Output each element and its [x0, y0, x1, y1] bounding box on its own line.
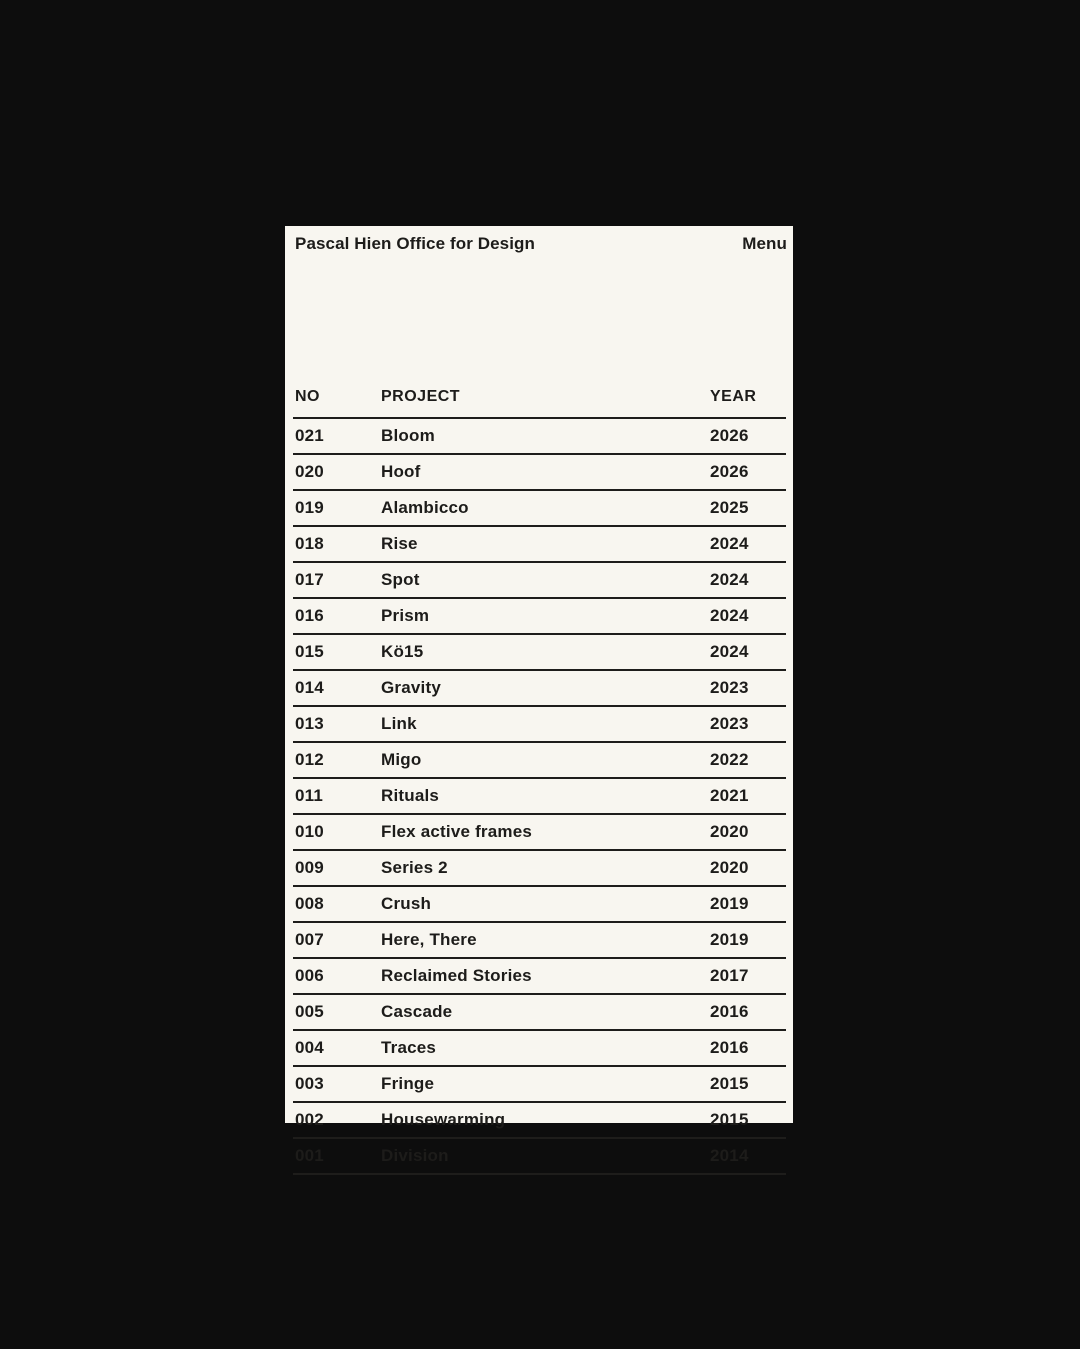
- row-no: 020: [295, 462, 324, 481]
- row-project: Division: [381, 1146, 449, 1165]
- row-project: Housewarming: [381, 1110, 506, 1129]
- row-no: 003: [295, 1074, 324, 1093]
- table-row[interactable]: [293, 527, 786, 563]
- row-project: Reclaimed Stories: [381, 966, 532, 985]
- row-no: 008: [295, 894, 324, 913]
- row-no: 007: [295, 930, 324, 949]
- table-row[interactable]: [293, 779, 786, 815]
- row-project: Cascade: [381, 1002, 453, 1021]
- row-no: 010: [295, 822, 324, 841]
- table-row[interactable]: [293, 1139, 786, 1175]
- table-row[interactable]: [293, 995, 786, 1031]
- row-project: Fringe: [381, 1074, 435, 1093]
- row-no: 011: [295, 786, 324, 805]
- row-year: 2016: [710, 1038, 749, 1057]
- row-year: 2021: [710, 786, 749, 805]
- table-row[interactable]: [293, 671, 786, 707]
- table-row[interactable]: [293, 635, 786, 671]
- row-year: 2024: [710, 570, 749, 589]
- row-project: Here, There: [381, 930, 477, 949]
- row-no: 009: [295, 858, 324, 877]
- column-header-no: NO: [295, 388, 320, 405]
- row-project: Prism: [381, 606, 430, 625]
- row-no: 006: [295, 966, 324, 985]
- row-year: 2019: [710, 930, 749, 949]
- row-year: 2017: [710, 966, 749, 985]
- table-row[interactable]: [293, 491, 786, 527]
- row-project: Flex active frames: [381, 822, 533, 841]
- table-row[interactable]: [293, 707, 786, 743]
- column-header-year: YEAR: [710, 388, 757, 405]
- table-row[interactable]: [293, 419, 786, 455]
- row-year: 2023: [710, 678, 749, 697]
- row-project: Traces: [381, 1038, 437, 1057]
- table-row[interactable]: [293, 1103, 786, 1139]
- row-year: 2024: [710, 606, 749, 625]
- table-row[interactable]: [293, 887, 786, 923]
- table-row[interactable]: [293, 1067, 786, 1103]
- row-project: Kö15: [381, 642, 424, 661]
- top-bar: [285, 226, 793, 255]
- table-row[interactable]: [293, 599, 786, 635]
- row-year: 2025: [710, 498, 749, 517]
- row-year: 2026: [710, 426, 749, 445]
- row-no: 002: [295, 1110, 324, 1129]
- row-year: 2015: [710, 1074, 749, 1093]
- row-year: 2022: [710, 750, 749, 769]
- row-no: 004: [295, 1038, 324, 1057]
- row-no: 001: [295, 1146, 324, 1165]
- table-body: [293, 419, 786, 1175]
- row-project: Rituals: [381, 786, 440, 805]
- row-project: Hoof: [381, 462, 421, 481]
- row-year: 2026: [710, 462, 749, 481]
- table-row[interactable]: [293, 923, 786, 959]
- row-no: 015: [295, 642, 324, 661]
- row-project: Crush: [381, 894, 432, 913]
- site-panel: [285, 226, 793, 1165]
- row-project: Alambicco: [381, 498, 469, 517]
- row-no: 016: [295, 606, 324, 625]
- table-row[interactable]: [293, 563, 786, 599]
- row-project: Rise: [381, 534, 418, 553]
- row-year: 2023: [710, 714, 749, 733]
- table-row[interactable]: [293, 1031, 786, 1067]
- project-table: [293, 387, 786, 1175]
- row-no: 005: [295, 1002, 324, 1021]
- row-no: 018: [295, 534, 324, 553]
- column-header-project: PROJECT: [381, 388, 461, 405]
- row-project: Migo: [381, 750, 422, 769]
- row-project: Link: [381, 714, 417, 733]
- table-header-row: [293, 387, 786, 419]
- table-row[interactable]: [293, 743, 786, 779]
- row-year: 2015: [710, 1110, 749, 1129]
- table-row[interactable]: [293, 959, 786, 995]
- table-row[interactable]: [293, 851, 786, 887]
- row-year: 2014: [710, 1146, 749, 1165]
- row-no: 021: [295, 426, 324, 445]
- table-row[interactable]: [293, 455, 786, 491]
- row-project: Spot: [381, 570, 420, 589]
- menu-button[interactable]: Menu: [742, 234, 787, 253]
- row-no: 017: [295, 570, 324, 589]
- row-year: 2020: [710, 822, 749, 841]
- row-no: 019: [295, 498, 324, 517]
- row-year: 2024: [710, 642, 749, 661]
- row-no: 013: [295, 714, 324, 733]
- row-project: Gravity: [381, 678, 441, 697]
- row-project: Bloom: [381, 426, 435, 445]
- row-no: 014: [295, 678, 324, 697]
- row-year: 2019: [710, 894, 749, 913]
- row-year: 2020: [710, 858, 749, 877]
- row-project: Series 2: [381, 858, 448, 877]
- row-year: 2016: [710, 1002, 749, 1021]
- table-row[interactable]: [293, 815, 786, 851]
- row-year: 2024: [710, 534, 749, 553]
- row-no: 012: [295, 750, 324, 769]
- site-title-link[interactable]: Pascal Hien Office for Design: [295, 234, 536, 253]
